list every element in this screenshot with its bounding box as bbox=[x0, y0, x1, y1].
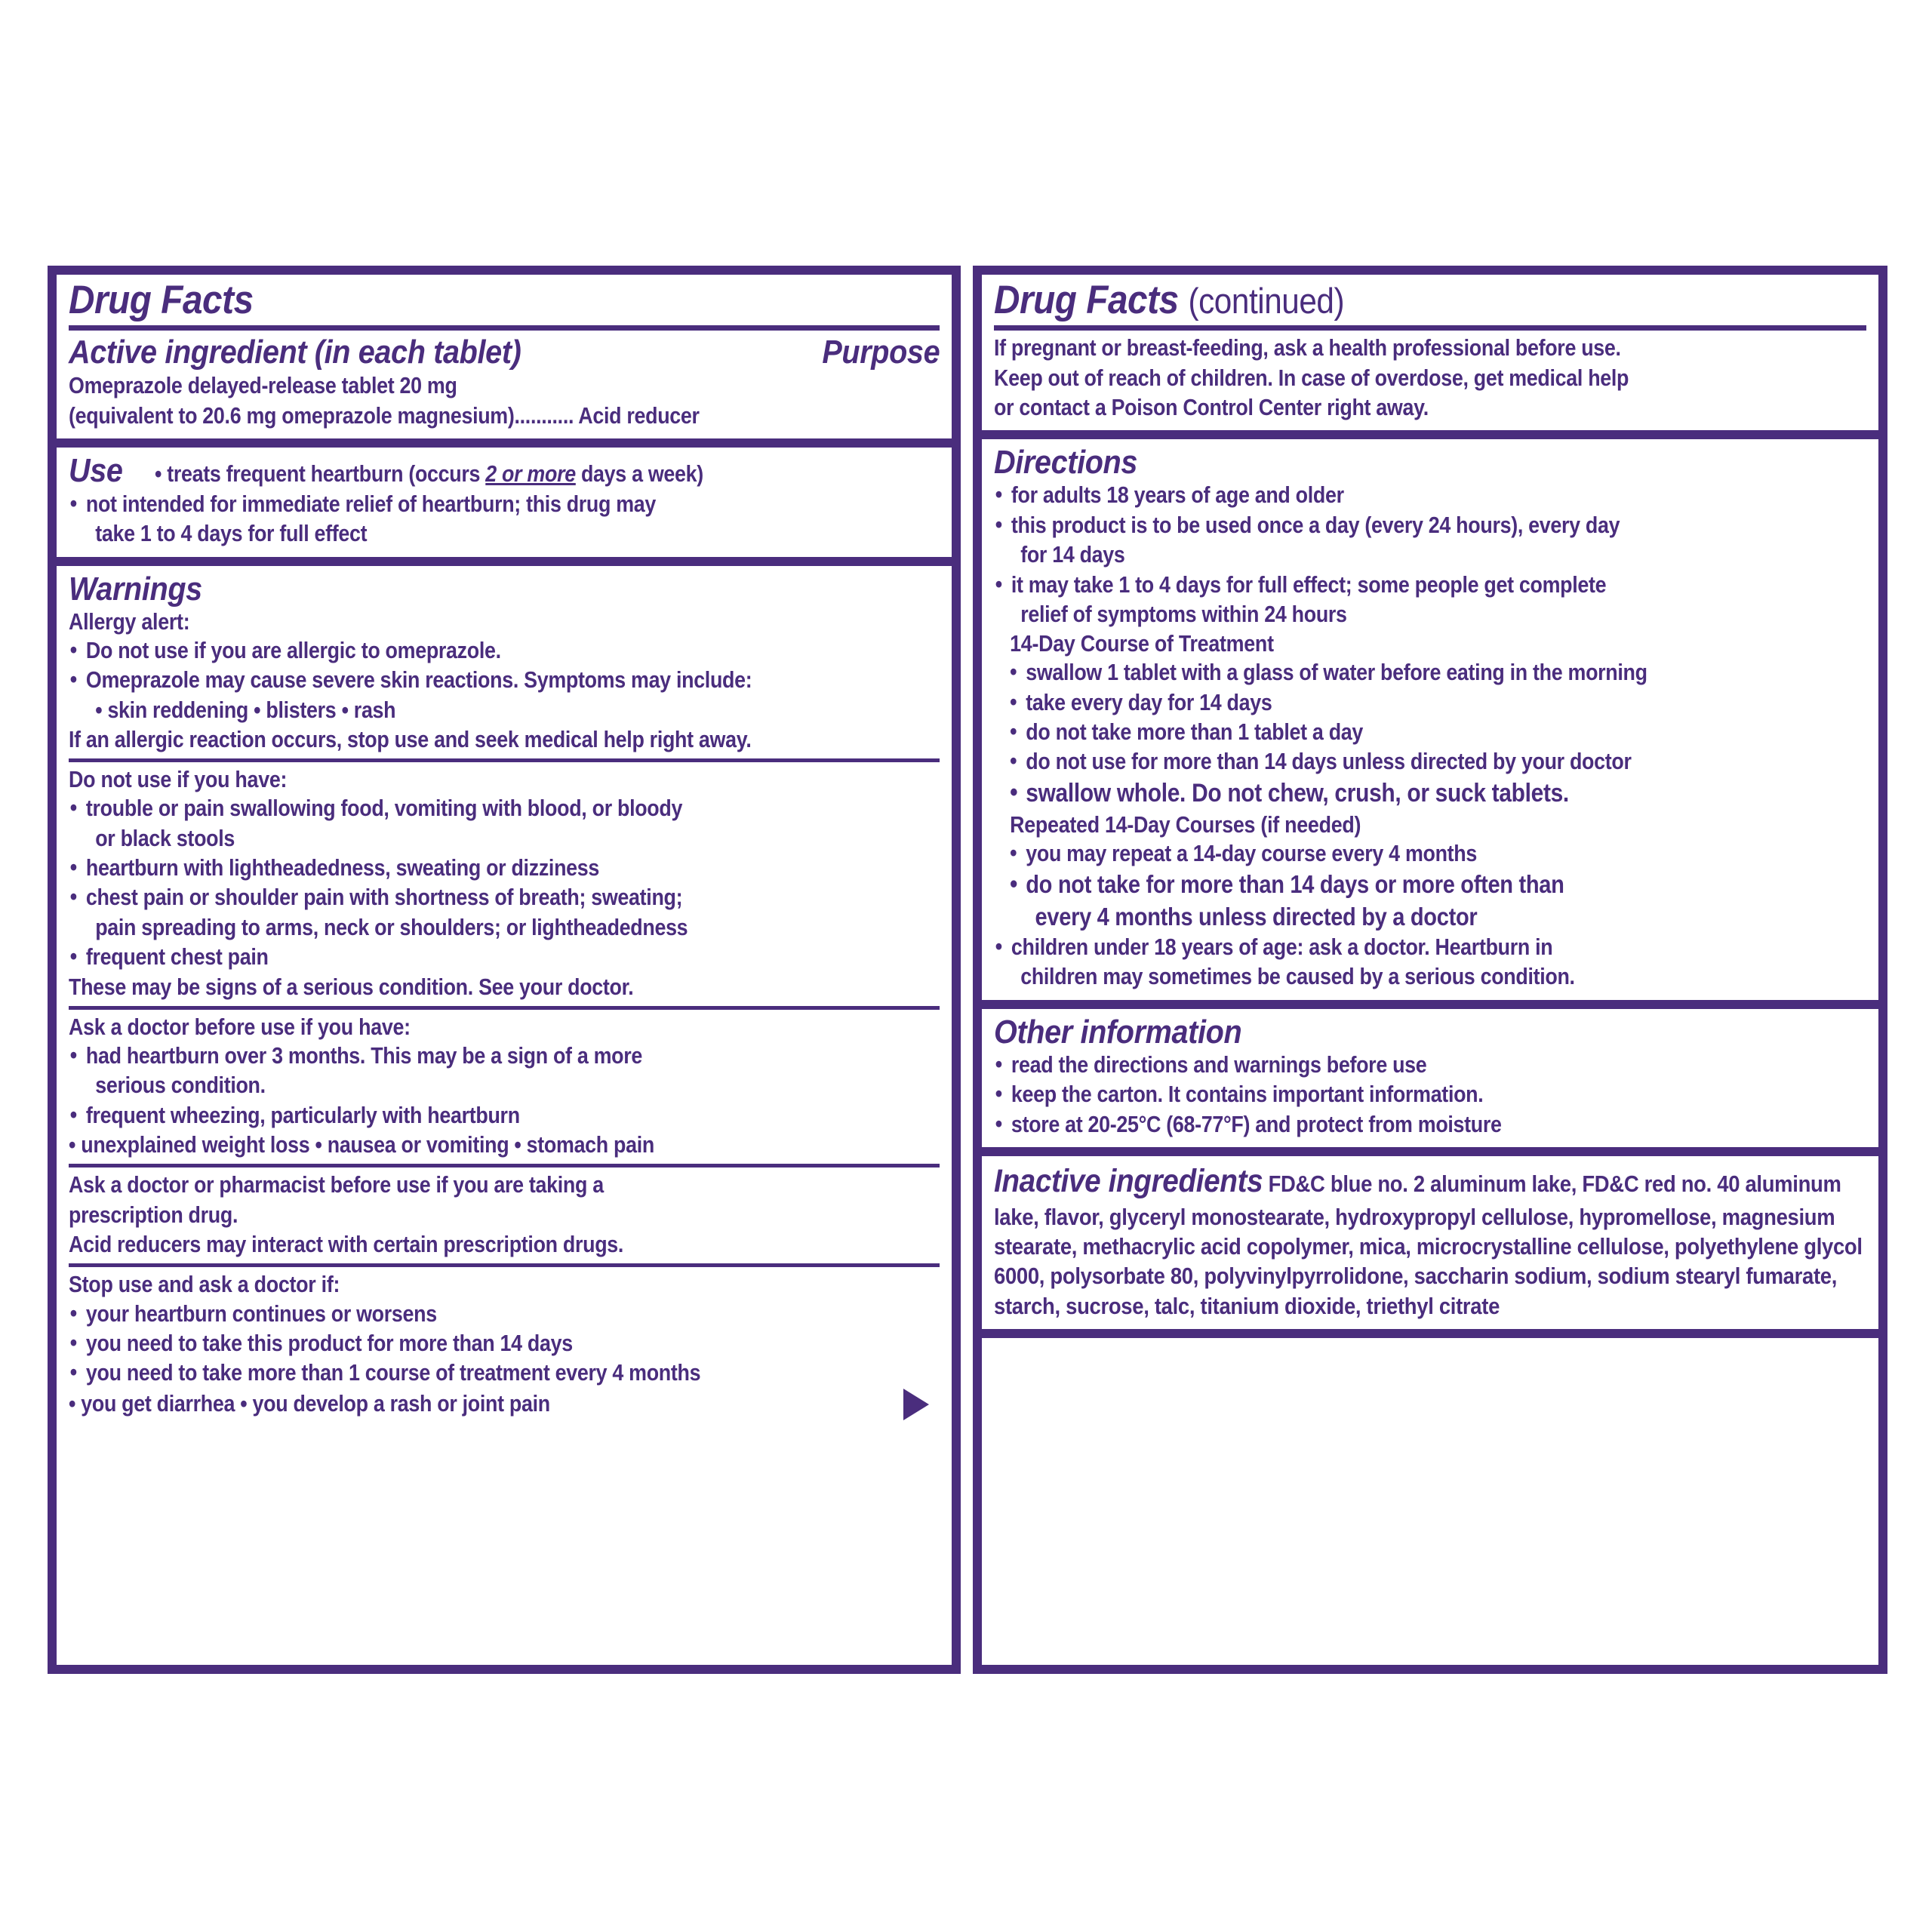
do-not-use-bullet-1: • trouble or pain swallowing food, vomiting with blood, or bloody or black stools bbox=[69, 794, 957, 854]
stop-use-bullet-2: • you need to take this product for more than 14 days bbox=[69, 1329, 957, 1358]
stop-use-label: Stop use and ask a doctor if: bbox=[69, 1272, 340, 1298]
do-not-use-bullet-4: • frequent chest pain bbox=[69, 943, 957, 972]
ask-pharmacist-label: Ask a doctor or pharmacist before use if you are taking a bbox=[69, 1172, 604, 1198]
warnings-section bbox=[57, 566, 952, 1428]
course-bullet-4: • do not use for more than 14 days unless directed by your doctor bbox=[994, 747, 1887, 777]
allergy-symptoms: • skin reddening • blisters • rash bbox=[95, 697, 396, 723]
directions-heading: Directions bbox=[994, 444, 1138, 481]
warnings-divider-1 bbox=[69, 758, 940, 762]
other-info-bullet-1: • read the directions and warnings before use bbox=[994, 1051, 1883, 1080]
directions-bullet-1: • for adults 18 years of age and older bbox=[994, 481, 1883, 510]
inactive-ingredients-heading: Inactive ingredients bbox=[994, 1163, 1263, 1200]
ask-doctor-label: Ask a doctor before use if you have: bbox=[69, 1014, 411, 1040]
inactive-ingredients-text: Inactive ingredients FD&C blue no. 2 aluminum lake, FD&C red no. 40 aluminum lake, flavor, glyceryl monostearate, hydroxypropyl cellulose, hypromellose, magnesium stearate, methacrylic acid copolymer, mica, microcrystalline cellulose, polyethylene glycol 6000, polysorbate 80, polyvinylpyrrolidone, saccharin sodium, sodium stearyl fumarate, starch, sucrose, talc, titanium dioxide, triethyl citrate bbox=[994, 1163, 1863, 1319]
pregnancy-line-2: Keep out of reach of children. In case of overdose, get medical help bbox=[994, 365, 1629, 391]
stop-use-last-line: • you get diarrhea • you develop a rash or joint pain bbox=[69, 1390, 550, 1417]
use-heading: Use bbox=[69, 451, 123, 489]
course-bullet-1: • swallow 1 tablet with a glass of water before eating in the morning bbox=[994, 658, 1887, 688]
active-ingredient-section bbox=[57, 275, 952, 448]
empty-block bbox=[982, 1338, 1878, 1433]
use-bullet-2: • not intended for immediate relief of heartburn; this drug may take 1 to 4 days for full effect bbox=[69, 490, 957, 549]
drug-facts-left-panel bbox=[48, 266, 961, 1674]
do-not-use-bullet-2: • heartburn with lightheadedness, sweating or dizziness bbox=[69, 854, 957, 883]
repeat-bullet-2: • do not take for more than 14 days or more often than every 4 months unless directed by a doctor bbox=[994, 869, 1887, 933]
other-information-heading: Other information bbox=[994, 1013, 1242, 1051]
children-bullet: • children under 18 years of age: ask a doctor. Heartburn in children may sometimes be caused by a serious condition. bbox=[994, 933, 1883, 992]
do-not-use-label: Do not use if you have: bbox=[69, 767, 288, 793]
course-bullet-5-swallow-whole: • swallow whole. Do not chew, crush, or suck tablets. bbox=[994, 777, 1887, 811]
stop-use-bullet-3: • you need to take more than 1 course of treatment every 4 months bbox=[69, 1358, 957, 1388]
ask-doctor-bullet-3: • unexplained weight loss • nausea or vomiting • stomach pain bbox=[69, 1132, 654, 1158]
ask-pharmacist-line-3: Acid reducers may interact with certain prescription drugs. bbox=[69, 1232, 624, 1258]
warnings-divider-4 bbox=[69, 1263, 940, 1267]
do-not-use-closing: These may be signs of a serious condition. See your doctor. bbox=[69, 974, 634, 1000]
other-info-bullet-2: • keep the carton. It contains important information. bbox=[994, 1080, 1883, 1109]
course-bullet-3: • do not take more than 1 tablet a day bbox=[994, 718, 1887, 747]
inactive-ingredients-section bbox=[982, 1156, 1878, 1338]
use-bullet-1: • treats frequent heartburn (occurs 2 or more days a week) bbox=[154, 460, 703, 487]
warnings-divider-2 bbox=[69, 1006, 940, 1010]
allergy-bullet-1: • Do not use if you are allergic to omeprazole. bbox=[69, 636, 957, 666]
continued-title-rule bbox=[994, 325, 1866, 331]
drug-facts-right-panel bbox=[973, 266, 1887, 1674]
directions-bullet-3: • it may take 1 to 4 days for full effect; some people get complete relief of symptoms within 24 hours bbox=[994, 571, 1883, 630]
repeat-heading: Repeated 14-Day Courses (if needed) bbox=[1010, 811, 1361, 838]
directions-section bbox=[982, 439, 1878, 1009]
course-heading: 14-Day Course of Treatment bbox=[1010, 631, 1274, 657]
other-information-section bbox=[982, 1009, 1878, 1156]
title-rule bbox=[69, 325, 940, 331]
pregnancy-section bbox=[982, 275, 1878, 439]
pregnancy-line-1: If pregnant or breast-feeding, ask a health professional before use. bbox=[994, 335, 1621, 361]
repeat-bullet-1: • you may repeat a 14-day course every 4 months bbox=[994, 839, 1887, 869]
purpose-heading: Purpose bbox=[822, 334, 940, 371]
active-ingredient-heading: Active ingredient (in each tablet) bbox=[69, 334, 521, 371]
warnings-heading: Warnings bbox=[69, 570, 202, 608]
course-bullet-2: • take every day for 14 days bbox=[994, 688, 1887, 718]
drug-facts-title: Drug Facts bbox=[69, 278, 254, 322]
use-heading-row bbox=[69, 452, 940, 490]
ask-doctor-bullet-2: • frequent wheezing, particularly with heartburn bbox=[69, 1101, 957, 1131]
ask-doctor-bullet-1: • had heartburn over 3 months. This may be a sign of a more serious condition. bbox=[69, 1041, 957, 1101]
do-not-use-bullet-3: • chest pain or shoulder pain with shortness of breath; sweating; pain spreading to arms, neck or shoulders; or lightheadedness bbox=[69, 883, 957, 943]
stop-use-bullet-1: • your heartburn continues or worsens bbox=[69, 1300, 957, 1329]
other-info-bullet-3: • store at 20-25°C (68-77°F) and protect from moisture bbox=[994, 1110, 1883, 1140]
active-ingredient-line-1: Omeprazole delayed-release tablet 20 mg bbox=[69, 373, 457, 399]
directions-bullet-2: • this product is to be used once a day (every 24 hours), every day for 14 days bbox=[994, 511, 1883, 571]
active-ingredient-heading-row bbox=[69, 334, 940, 371]
drug-facts-continued-title: Drug Facts (continued) bbox=[994, 278, 1345, 322]
allergy-alert-label: Allergy alert: bbox=[69, 608, 190, 635]
ask-pharmacist-line-2: prescription drug. bbox=[69, 1201, 238, 1228]
use-section bbox=[57, 448, 952, 566]
right-triangle-icon bbox=[903, 1389, 929, 1420]
pregnancy-line-3: or contact a Poison Control Center right away. bbox=[994, 394, 1429, 420]
warnings-divider-3 bbox=[69, 1164, 940, 1168]
allergy-closing: If an allergic reaction occurs, stop use and seek medical help right away. bbox=[69, 726, 752, 752]
allergy-bullet-2: • Omeprazole may cause severe skin reactions. Symptoms may include: bbox=[69, 666, 957, 695]
active-ingredient-line-2: (equivalent to 20.6 mg omeprazole magnesium)........... Acid reducer bbox=[69, 402, 700, 429]
stop-use-last-row bbox=[69, 1389, 940, 1420]
